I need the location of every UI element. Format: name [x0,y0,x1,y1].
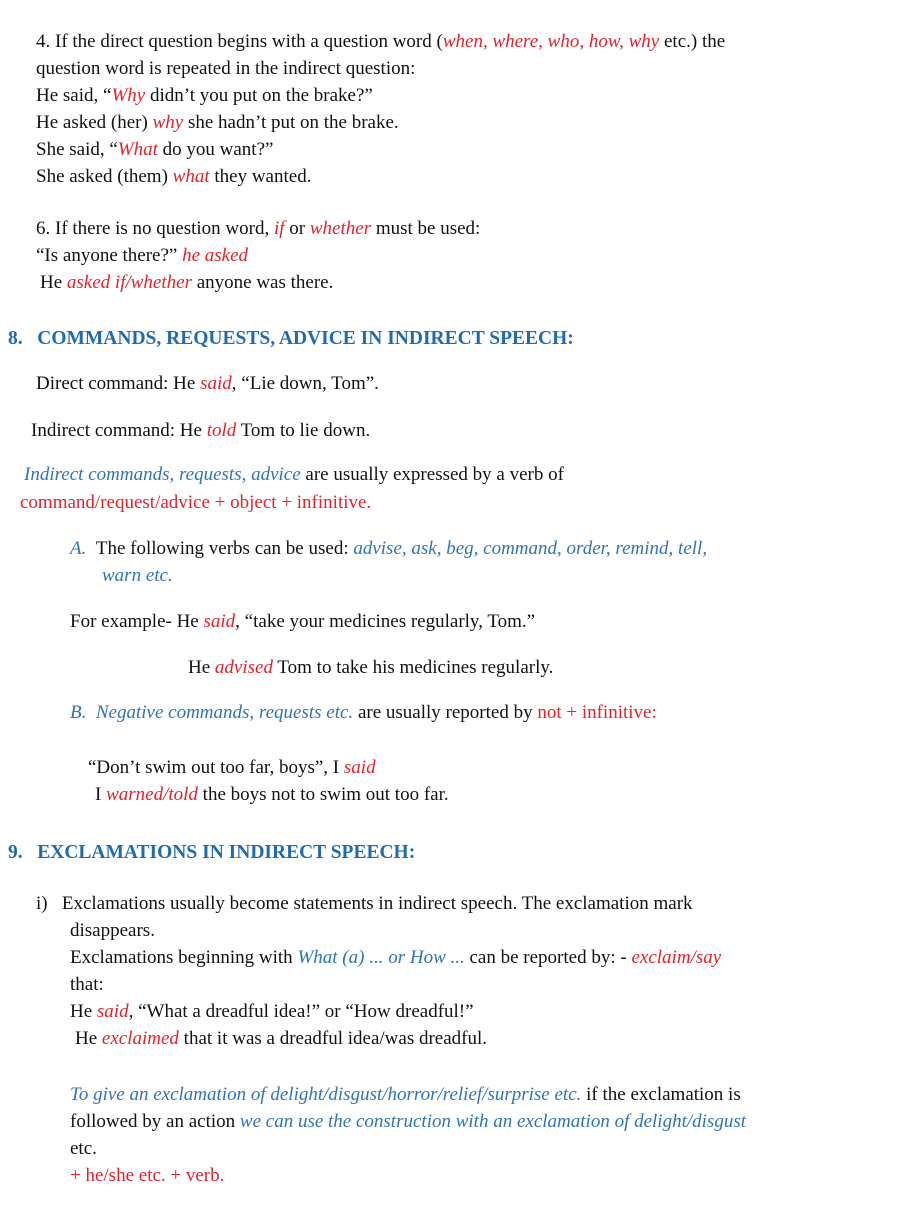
text-segment: warn etc. [102,565,173,586]
text-segment: she hadn’t put on the brake. [183,112,399,133]
text-segment: we can use the construction with an exclamation of delight/disgust [239,1111,746,1132]
text-segment: exclaim/say [631,947,722,968]
point-b-line [70,701,657,725]
point-i-line-3 [70,946,721,970]
text-segment: B. [70,702,87,723]
section-heading-text: 8. COMMANDS, REQUESTS, ADVICE IN INDIRECT SPEECH: [8,328,574,349]
text-segment: She asked (them) [36,166,173,187]
exclamation-rule-line-2 [70,1110,746,1134]
text-segment: “Is anyone there?” [36,245,183,266]
point-b-example-indirect [95,783,449,807]
text-segment: Why [111,85,146,106]
section-heading-text: 9. EXCLAMATIONS IN INDIRECT SPEECH: [8,842,416,863]
text-segment: He [188,657,215,678]
text-segment: He [40,272,67,293]
text-segment: asked if/whether [66,272,192,293]
text-segment: whether [309,218,372,239]
text-segment: what [172,166,210,187]
text-segment: said [203,611,236,632]
exclamation-rule-line-3 [70,1137,97,1161]
text-segment: 6. If there is no question word, [36,218,274,239]
text-segment: are usually expressed by a verb of [300,464,564,485]
text-segment: He [75,1028,102,1049]
text-segment: What [117,139,158,160]
text-segment: the boys not to swim out too far. [197,784,449,805]
text-segment: Tom to lie down. [236,420,371,441]
text-segment: Negative commands, requests etc. [95,702,354,723]
point-a-line-1 [70,537,707,561]
rule-4-line-1 [36,30,725,54]
point-b-example-direct [88,756,376,780]
point-a-example-indirect [188,656,553,680]
text-segment: For example- He [70,611,204,632]
text-segment: do you want?” [157,139,274,160]
exclamation-rule-line-4 [70,1164,224,1188]
text-segment: are usually reported by [353,702,538,723]
text-segment: followed by an action [70,1111,240,1132]
text-segment [86,702,96,723]
text-segment: advised [214,657,273,678]
rule-4-example-1 [36,84,373,108]
text-segment: that it was a dreadful idea/was dreadful. [178,1028,488,1049]
text-segment: 4. If the direct question begins with a question word ( [36,31,443,52]
text-segment: said [343,757,376,778]
text-segment: + he/she etc. + verb. [70,1165,225,1186]
point-i-line-2 [70,919,155,943]
direct-command-example [36,372,379,396]
text-segment: , “Lie down, Tom”. [231,373,379,394]
text-segment: A. [70,538,87,559]
text-segment: didn’t you put on the brake?” [145,85,373,106]
text-segment: he asked [182,245,249,266]
text-segment: must be used: [371,218,481,239]
text-segment: when, where, who, how, why [442,31,660,52]
point-i-line-1 [36,892,693,916]
text-segment: Direct command: He [36,373,201,394]
text-segment: He [70,1001,97,1022]
text-segment: or [284,218,310,239]
section-9-heading [8,841,415,865]
rule-4-line-2 [36,57,415,81]
text-segment: advise, ask, beg, command, order, remind, tell, [353,538,708,559]
section-8-heading [8,327,574,351]
text-segment: exclaimed [101,1028,179,1049]
text-segment: said [200,373,232,394]
text-segment: why [152,112,184,133]
indirect-command-example [31,419,370,443]
rule-4-example-4 [36,165,311,189]
rule-4-example-3 [36,138,273,162]
point-i-example-direct [70,1000,474,1024]
point-a-line-2 [102,564,173,588]
indirect-rule-line-2 [20,491,371,515]
text-segment: etc.) the [659,31,726,52]
text-segment: etc. [70,1138,97,1159]
text-segment: not + infinitive: [537,702,657,723]
text-segment: Indirect commands, requests, advice [24,464,301,485]
text-segment: anyone was there. [191,272,334,293]
text-segment: that: [70,974,104,995]
text-segment: “Don’t swim out too far, boys”, I [88,757,344,778]
text-segment: I [95,784,107,805]
text-segment: The following verbs can be used: [86,538,354,559]
text-segment: can be reported by: - [464,947,632,968]
text-segment: if [273,218,285,239]
rule-6-example-1 [36,244,248,268]
text-segment: , “What a dreadful idea!” or “How dreadful!” [128,1001,474,1022]
text-segment: , “take your medicines regularly, Tom.” [235,611,536,632]
text-segment: warned/told [106,784,198,805]
text-segment: if the exclamation is [581,1084,741,1105]
point-i-line-4 [70,973,104,997]
point-a-example-direct [70,610,535,634]
text-segment: To give an exclamation of delight/disgust/horror/relief/surprise etc. [70,1084,582,1105]
text-segment: disappears. [70,920,155,941]
text-segment: Indirect command: He [31,420,207,441]
text-segment: She said, “ [36,139,118,160]
rule-6-line-1 [36,217,480,241]
text-segment: Exclamations beginning with [70,947,298,968]
indirect-rule-line-1 [24,463,564,487]
point-i-example-indirect [75,1027,487,1051]
text-segment: said [96,1001,129,1022]
text-segment: He asked (her) [36,112,153,133]
text-segment: What (a) ... or How ... [297,947,465,968]
text-segment: i) Exclamations usually become statements in indirect speech. The exclamation mark [36,893,693,914]
rule-4-example-2 [36,111,399,135]
text-segment: question word is repeated in the indirect question: [36,58,416,79]
rule-6-example-2 [40,271,333,295]
exclamation-rule-line-1 [70,1083,741,1107]
text-segment: told [206,420,237,441]
text-segment: He said, “ [36,85,112,106]
text-segment: they wanted. [209,166,312,187]
text-segment: Tom to take his medicines regularly. [272,657,554,678]
text-segment: command/request/advice + object + infinitive. [20,492,372,513]
